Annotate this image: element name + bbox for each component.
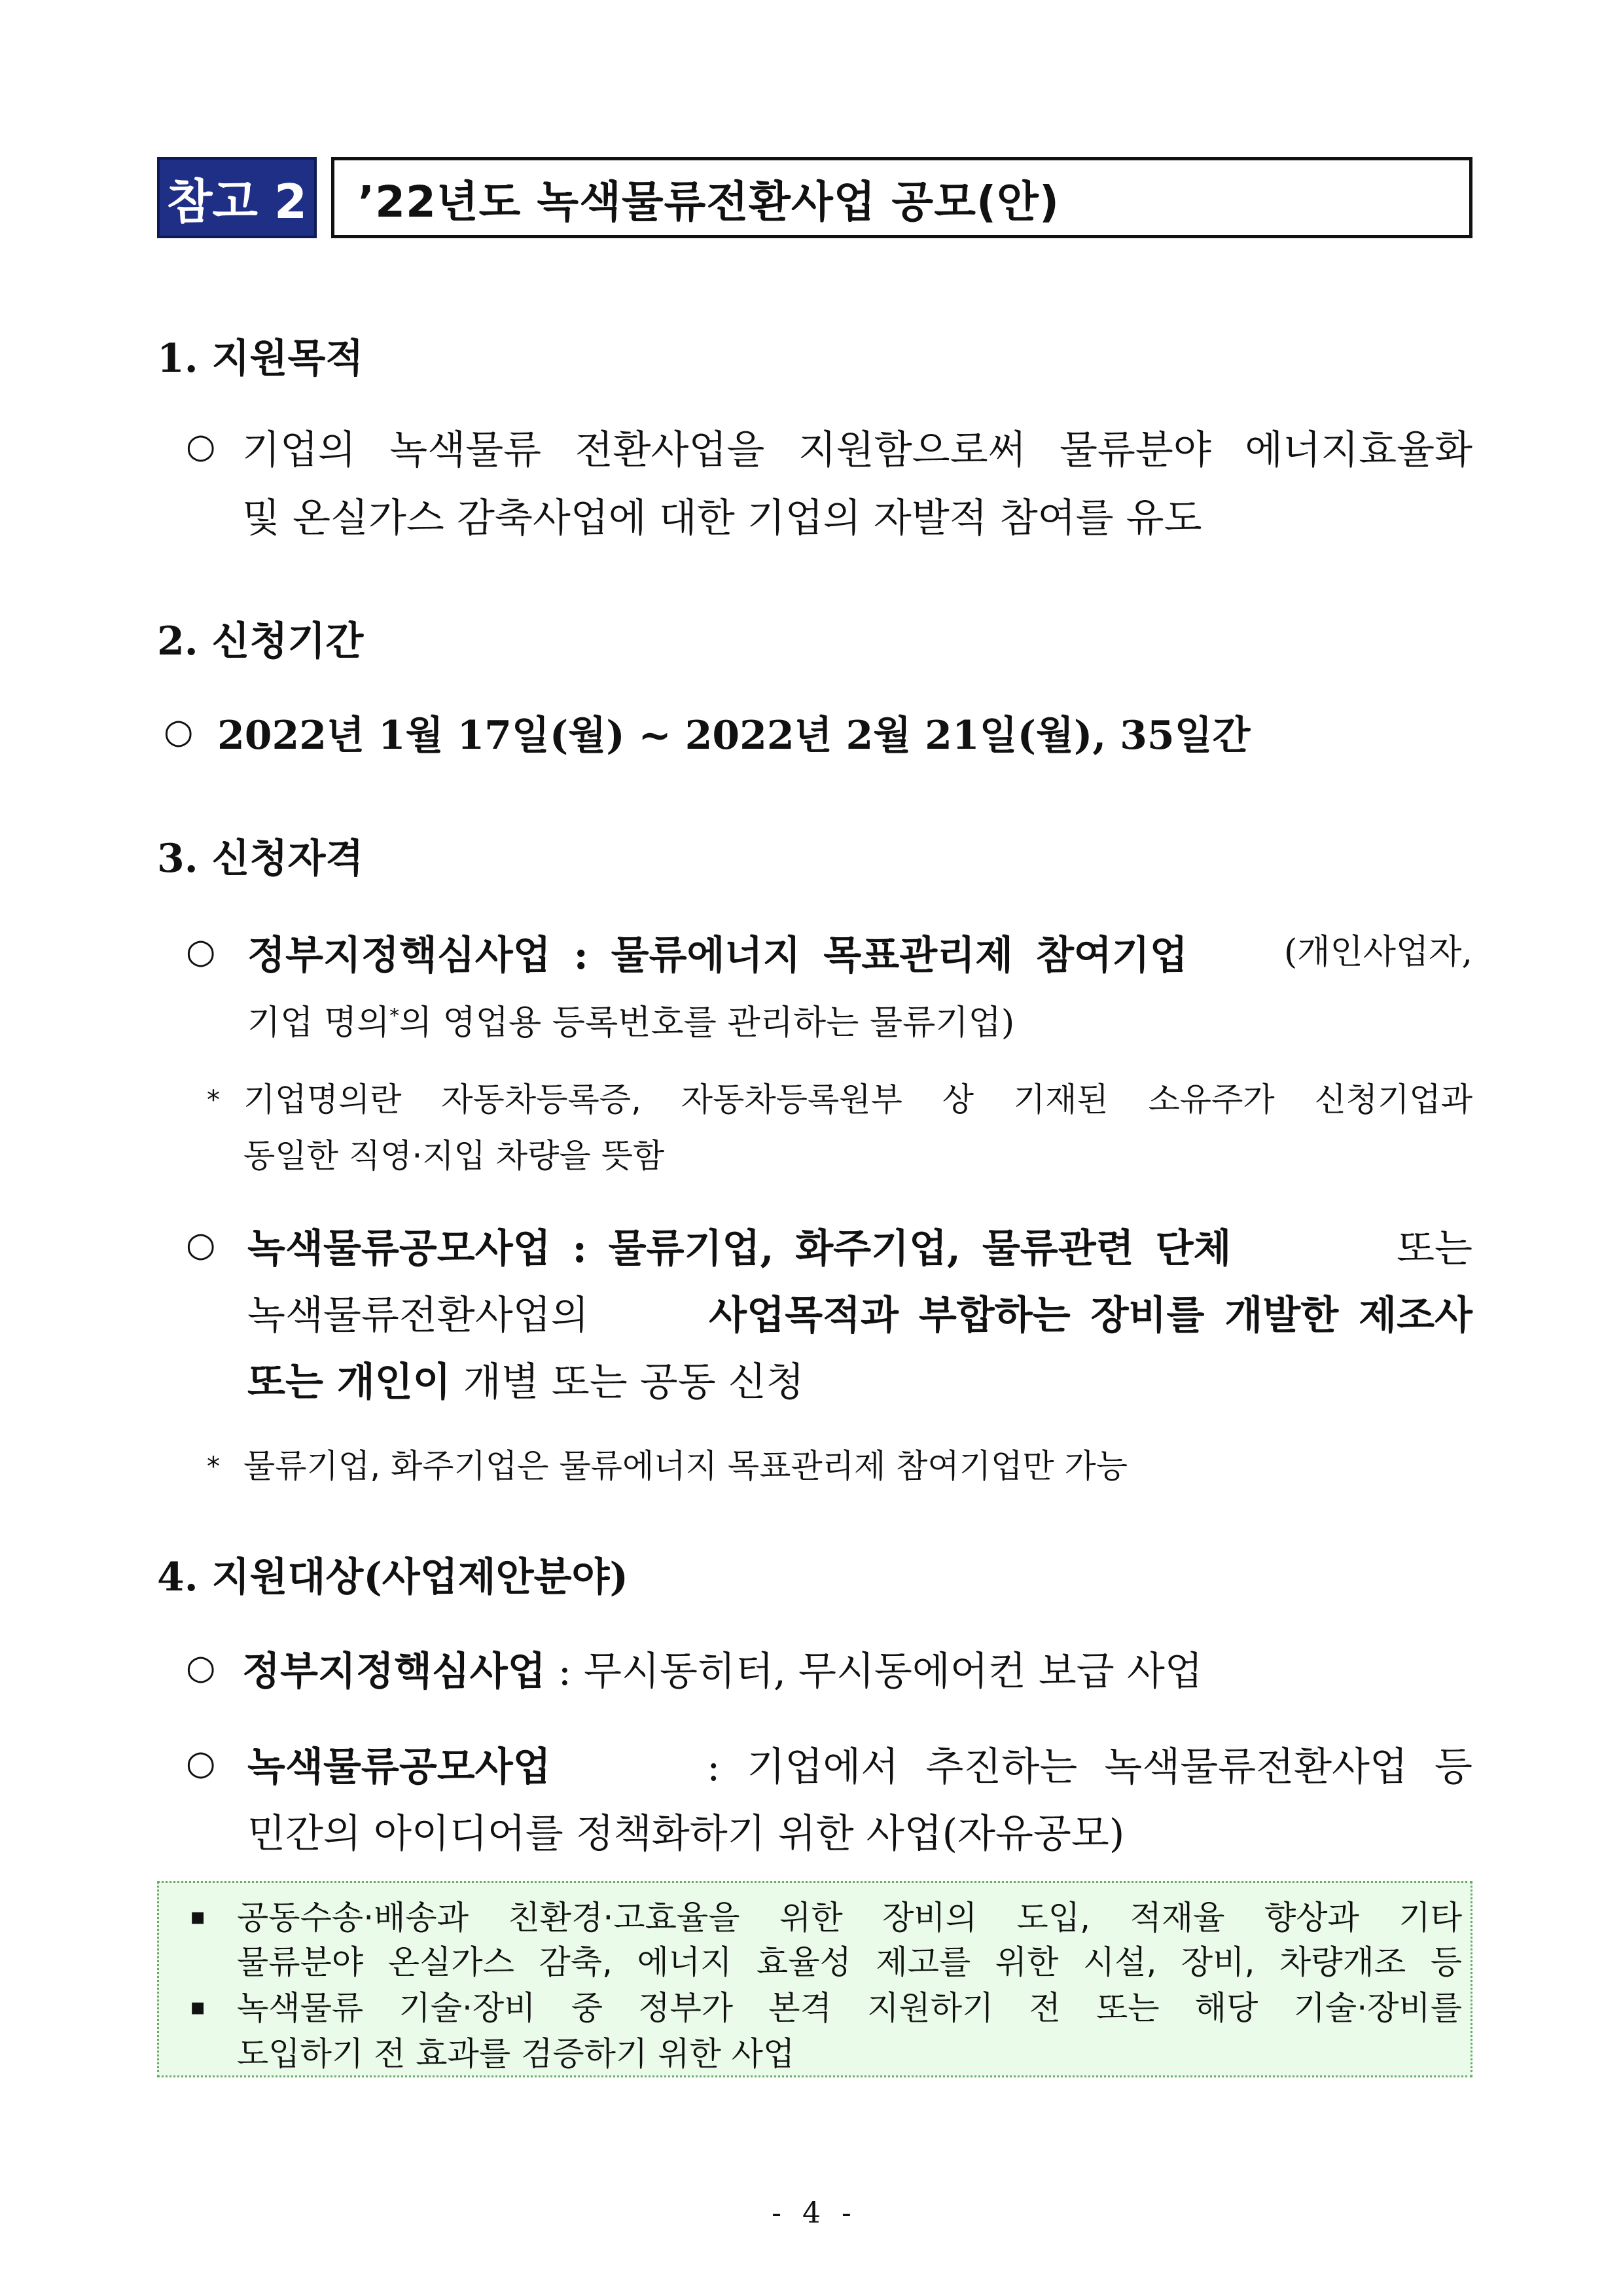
application-period: 2022년 1월 17일(월) ~ 2022년 2월 21일(월), 35일간	[217, 713, 1251, 759]
section-3-heading: 3. 신청자격	[157, 836, 364, 882]
section-3-item-2-line-1	[247, 1217, 1472, 1274]
green-logistics-project-label: 녹색물류공모사업 : 물류기업, 화주기업, 물류관련 단체	[247, 1226, 1232, 1272]
footnote-2: 물류기업, 화주기업은 물류에너지 목표관리제 참여기업만 가능	[243, 1447, 1128, 1485]
gov-core-project-target-desc: : 무시동히터, 무시동에어컨 보급 사업	[558, 1649, 1203, 1695]
line-3-rest: 개별 또는 공동 신청	[463, 1359, 804, 1405]
section-3-item-2-bullet: ○	[186, 1225, 216, 1265]
footnote-1-star: *	[207, 1085, 220, 1115]
line-2-bold: 사업목적과 부합하는 장비를 개발한 제조사	[709, 1293, 1472, 1338]
section-1-line-2: 및 온실가스 감축사업에 대한 기업의 자발적 참여를 유도	[242, 495, 1202, 541]
footnote-1-line-2: 동일한 직영·지입 차량을 뜻함	[243, 1137, 665, 1175]
section-2-bullet: ○	[164, 712, 194, 751]
box-item-1-line-2: 물류분야 온실가스 감축, 에너지 효율성 제고를 위한 시설, 장비, 차량개조 등	[237, 1943, 1462, 1981]
section-4-item-2-line-1	[247, 1736, 1472, 1792]
line-2-part-b: 의 영업용 등록번호를 관리하는 물류기업)	[399, 1003, 1015, 1043]
section-1-bullet: ○	[186, 427, 216, 466]
section-2-heading: 2. 신청기간	[157, 619, 364, 664]
section-4-heading: 4. 지원대상(사업제안분야)	[157, 1554, 628, 1600]
section-4-item-1	[242, 1640, 1203, 1696]
section-1-line-1: 기업의 녹색물류 전환사업을 지원함으로써 물류분야 에너지효율화	[242, 427, 1472, 473]
gov-core-project-target-label: 정부지정핵심사업	[242, 1649, 546, 1695]
footnote-2-star: *	[207, 1452, 220, 1482]
green-logistics-target-label: 녹색물류공모사업	[247, 1744, 551, 1790]
reference-tag	[157, 157, 317, 238]
green-logistics-target-desc: : 기업에서 추진하는 녹색물류전환사업 등	[707, 1744, 1472, 1790]
section-3-item-2-line-3	[247, 1351, 804, 1407]
line-2-part-a: 기업 명의	[247, 1003, 390, 1043]
section-3-item-1-line-1	[247, 924, 1472, 980]
section-4-item-1-bullet: ○	[186, 1648, 216, 1687]
box-item-2-line-1: 녹색물류 기술·장비 중 정부가 본격 지원하기 전 또는 해당 기술·장비를	[237, 1989, 1462, 2027]
page-number: - 4 -	[772, 2197, 851, 2230]
footnote-1-line-1: 기업명의란 자동차등록증, 자동차등록원부 상 기재된 소유주가 신청기업과	[243, 1081, 1472, 1119]
box-item-1-bullet: ▪	[190, 1903, 206, 1930]
box-item-2-bullet: ▪	[190, 1994, 206, 2020]
title-box	[331, 157, 1472, 238]
gov-core-project-note: (개인사업자,	[1284, 933, 1472, 972]
reference-tag-label: 참고 2	[166, 174, 308, 229]
footnote-marker: *	[389, 1004, 399, 1027]
page-title: ’22년도 녹색물류전환사업 공모(안)	[358, 176, 1060, 227]
box-item-2-line-2: 도입하기 전 효과를 검증하기 위한 사업	[237, 2035, 795, 2073]
line-3-bold: 또는 개인이	[247, 1359, 451, 1405]
section-4-item-2-bullet: ○	[186, 1744, 216, 1783]
section-3-item-1-line-2	[247, 995, 1014, 1044]
section-1-heading: 1. 지원목적	[157, 336, 364, 382]
line-2-plain: 녹색물류전환사업의	[247, 1293, 589, 1338]
section-3-item-2-line-2	[247, 1284, 1472, 1340]
box-item-1-line-1: 공동수송·배송과 친환경·고효율을 위한 장비의 도입, 적재율 향상과 기타	[237, 1899, 1462, 1937]
section-3-item-1-bullet: ○	[186, 932, 216, 971]
line-1-rest: 또는	[1397, 1226, 1472, 1272]
gov-core-project-label: 정부지정핵심사업 : 물류에너지 목표관리제 참여기업	[247, 933, 1188, 978]
section-4-item-2-line-2: 민간의 아이디어를 정책화하기 위한 사업(자유공모)	[247, 1811, 1125, 1857]
